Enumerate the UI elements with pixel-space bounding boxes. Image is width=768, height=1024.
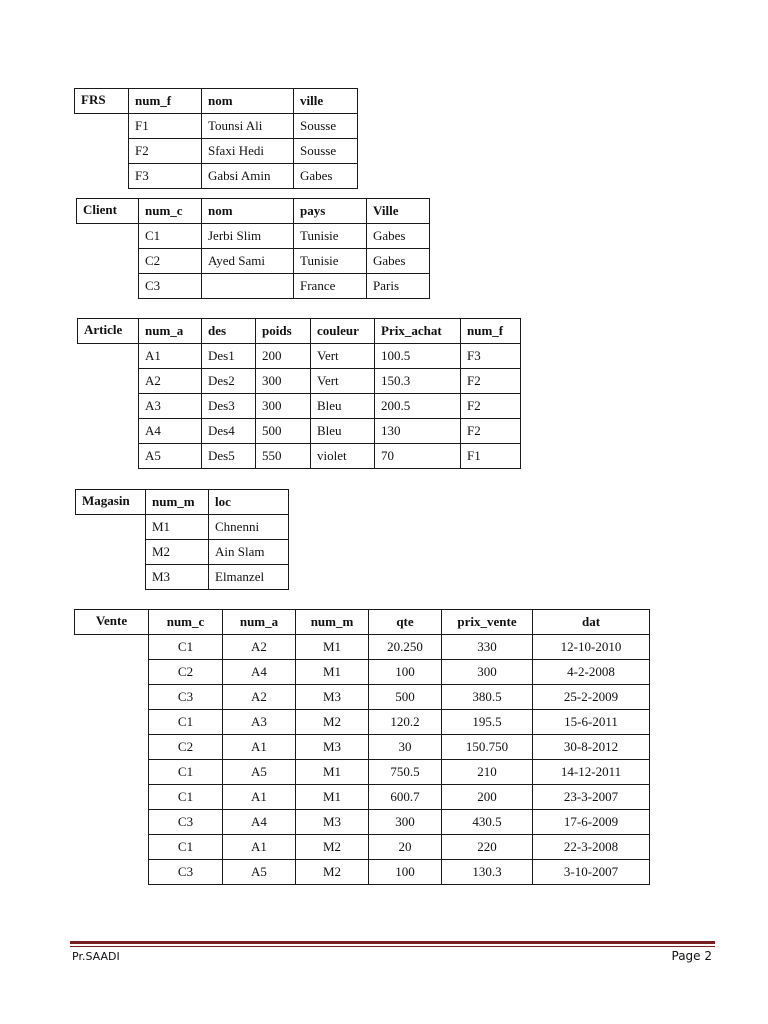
table-cell: A4 bbox=[223, 810, 296, 835]
client-column-header: nom bbox=[202, 199, 294, 224]
table-cell: 220 bbox=[442, 835, 533, 860]
article-column-header: couleur bbox=[311, 319, 375, 344]
footer-rule-thin bbox=[70, 946, 715, 947]
empty-cell bbox=[75, 760, 149, 785]
table-cell: Ayed Sami bbox=[202, 249, 294, 274]
table-cell: 30 bbox=[369, 735, 442, 760]
table-cell: F3 bbox=[129, 164, 202, 189]
table-row bbox=[75, 685, 650, 710]
table-cell: Gabes bbox=[294, 164, 358, 189]
table-cell: 200 bbox=[442, 785, 533, 810]
table-row bbox=[77, 249, 430, 274]
empty-cell bbox=[78, 444, 139, 469]
table-cell: A1 bbox=[139, 344, 202, 369]
table-cell: 25-2-2009 bbox=[533, 685, 650, 710]
empty-cell bbox=[77, 224, 139, 249]
table-cell: 20 bbox=[369, 835, 442, 860]
table-row bbox=[75, 835, 650, 860]
table-row bbox=[75, 139, 358, 164]
empty-cell bbox=[75, 685, 149, 710]
table-cell: C3 bbox=[149, 810, 223, 835]
table-cell: F1 bbox=[129, 114, 202, 139]
table-cell: 150.750 bbox=[442, 735, 533, 760]
table-cell: C2 bbox=[149, 735, 223, 760]
table-cell: C1 bbox=[139, 224, 202, 249]
vente-column-header: num_c bbox=[149, 610, 223, 635]
table-cell: A2 bbox=[139, 369, 202, 394]
table-cell: Vert bbox=[311, 344, 375, 369]
table-cell: 750.5 bbox=[369, 760, 442, 785]
table-cell: 130 bbox=[375, 419, 461, 444]
table-cell: M1 bbox=[146, 515, 209, 540]
table-cell: C3 bbox=[149, 685, 223, 710]
table-cell: A2 bbox=[223, 635, 296, 660]
frs-header-row bbox=[75, 89, 358, 114]
table-cell: M2 bbox=[146, 540, 209, 565]
footer-rule-thick bbox=[70, 941, 715, 944]
empty-cell bbox=[75, 139, 129, 164]
empty-cell bbox=[75, 735, 149, 760]
table-cell: A4 bbox=[139, 419, 202, 444]
table-cell: 120.2 bbox=[369, 710, 442, 735]
table-cell: 4-2-2008 bbox=[533, 660, 650, 685]
table-cell: 210 bbox=[442, 760, 533, 785]
table-row bbox=[78, 419, 521, 444]
table-row bbox=[78, 344, 521, 369]
table-cell: F2 bbox=[129, 139, 202, 164]
magasin-relation-name: Magasin bbox=[76, 490, 146, 515]
article-column-header: num_f bbox=[461, 319, 521, 344]
table-cell: 330 bbox=[442, 635, 533, 660]
article-column-header: poids bbox=[256, 319, 311, 344]
table-cell: Tounsi Ali bbox=[202, 114, 294, 139]
empty-cell bbox=[75, 835, 149, 860]
table-cell: A4 bbox=[223, 660, 296, 685]
table-cell: C1 bbox=[149, 835, 223, 860]
client-column-header: Ville bbox=[367, 199, 430, 224]
table-cell: 500 bbox=[256, 419, 311, 444]
table-cell: 550 bbox=[256, 444, 311, 469]
table-cell: M3 bbox=[146, 565, 209, 590]
table-row bbox=[77, 224, 430, 249]
table-row bbox=[75, 114, 358, 139]
table-cell: Sousse bbox=[294, 114, 358, 139]
table-cell: Elmanzel bbox=[209, 565, 289, 590]
empty-cell bbox=[76, 515, 146, 540]
empty-cell bbox=[77, 249, 139, 274]
article-column-header: des bbox=[202, 319, 256, 344]
table-cell: 12-10-2010 bbox=[533, 635, 650, 660]
table-cell: 20.250 bbox=[369, 635, 442, 660]
empty-cell bbox=[75, 635, 149, 660]
table-cell: 100 bbox=[369, 860, 442, 885]
vente-column-header: prix_vente bbox=[442, 610, 533, 635]
table-cell: M1 bbox=[296, 760, 369, 785]
table-cell: F2 bbox=[461, 394, 521, 419]
table-cell: M3 bbox=[296, 735, 369, 760]
table-cell: F2 bbox=[461, 369, 521, 394]
footer-page-number: Page 2 bbox=[671, 949, 712, 963]
frs-column-header: nom bbox=[202, 89, 294, 114]
empty-cell bbox=[75, 710, 149, 735]
table-cell: Des4 bbox=[202, 419, 256, 444]
table-cell: Ain Slam bbox=[209, 540, 289, 565]
frs-relation-name: FRS bbox=[75, 89, 129, 114]
empty-cell bbox=[78, 369, 139, 394]
table-cell: 14-12-2011 bbox=[533, 760, 650, 785]
table-cell: 100 bbox=[369, 660, 442, 685]
magasin-table bbox=[75, 489, 289, 590]
table-cell: C3 bbox=[139, 274, 202, 299]
table-cell: F3 bbox=[461, 344, 521, 369]
empty-cell bbox=[75, 810, 149, 835]
table-cell: A3 bbox=[223, 710, 296, 735]
table-cell: M3 bbox=[296, 685, 369, 710]
table-cell: C1 bbox=[149, 635, 223, 660]
table-cell: Vert bbox=[311, 369, 375, 394]
client-column-header: num_c bbox=[139, 199, 202, 224]
table-cell: France bbox=[294, 274, 367, 299]
table-row bbox=[78, 369, 521, 394]
table-cell: F2 bbox=[461, 419, 521, 444]
client-relation-name: Client bbox=[77, 199, 139, 224]
client-table bbox=[76, 198, 430, 299]
empty-cell bbox=[77, 274, 139, 299]
table-cell: Gabsi Amin bbox=[202, 164, 294, 189]
table-cell: 500 bbox=[369, 685, 442, 710]
table-cell: Chnenni bbox=[209, 515, 289, 540]
table-row bbox=[75, 735, 650, 760]
table-cell: A5 bbox=[223, 760, 296, 785]
table-cell: A1 bbox=[223, 835, 296, 860]
table-cell: violet bbox=[311, 444, 375, 469]
empty-cell bbox=[75, 660, 149, 685]
table-cell: 23-3-2007 bbox=[533, 785, 650, 810]
footer-author: Pr.SAADI bbox=[72, 950, 120, 963]
table-row bbox=[75, 810, 650, 835]
table-cell: C2 bbox=[139, 249, 202, 274]
magasin-header-row bbox=[76, 490, 289, 515]
magasin-column-header: num_m bbox=[146, 490, 209, 515]
table-cell: C1 bbox=[149, 760, 223, 785]
table-row bbox=[77, 274, 430, 299]
table-cell: M1 bbox=[296, 785, 369, 810]
table-row bbox=[75, 860, 650, 885]
table-cell: 300 bbox=[256, 394, 311, 419]
table-cell: 3-10-2007 bbox=[533, 860, 650, 885]
table-cell: M1 bbox=[296, 635, 369, 660]
table-cell: Bleu bbox=[311, 419, 375, 444]
table-cell: 17-6-2009 bbox=[533, 810, 650, 835]
vente-column-header: num_m bbox=[296, 610, 369, 635]
empty-cell bbox=[78, 344, 139, 369]
vente-relation-name: Vente bbox=[75, 610, 149, 635]
table-cell: C1 bbox=[149, 785, 223, 810]
client-column-header: pays bbox=[294, 199, 367, 224]
magasin-column-header: loc bbox=[209, 490, 289, 515]
table-cell: 130.3 bbox=[442, 860, 533, 885]
table-cell: M1 bbox=[296, 660, 369, 685]
table-cell: M2 bbox=[296, 835, 369, 860]
table-cell: Sousse bbox=[294, 139, 358, 164]
table-row bbox=[75, 710, 650, 735]
empty-cell bbox=[78, 419, 139, 444]
table-cell: Bleu bbox=[311, 394, 375, 419]
table-cell: 150.3 bbox=[375, 369, 461, 394]
table-row bbox=[75, 660, 650, 685]
frs-column-header: num_f bbox=[129, 89, 202, 114]
table-row bbox=[75, 785, 650, 810]
table-cell: M2 bbox=[296, 710, 369, 735]
vente-column-header: qte bbox=[369, 610, 442, 635]
table-cell: Tunisie bbox=[294, 249, 367, 274]
table-row bbox=[78, 444, 521, 469]
table-cell: 100.5 bbox=[375, 344, 461, 369]
table-row bbox=[76, 515, 289, 540]
table-cell: A2 bbox=[223, 685, 296, 710]
table-cell: C1 bbox=[149, 710, 223, 735]
magasin-table-body bbox=[76, 490, 289, 590]
vente-header-row bbox=[75, 610, 650, 635]
table-cell: A5 bbox=[139, 444, 202, 469]
frs-table bbox=[74, 88, 358, 189]
empty-cell bbox=[75, 164, 129, 189]
table-cell bbox=[202, 274, 294, 299]
table-row bbox=[76, 565, 289, 590]
table-cell: Sfaxi Hedi bbox=[202, 139, 294, 164]
article-relation-name: Article bbox=[78, 319, 139, 344]
table-row bbox=[75, 760, 650, 785]
table-cell: A1 bbox=[223, 735, 296, 760]
article-column-header: num_a bbox=[139, 319, 202, 344]
empty-cell bbox=[78, 394, 139, 419]
table-cell: C2 bbox=[149, 660, 223, 685]
empty-cell bbox=[75, 785, 149, 810]
table-cell: 22-3-2008 bbox=[533, 835, 650, 860]
vente-column-header: num_a bbox=[223, 610, 296, 635]
vente-table-body bbox=[75, 610, 650, 885]
article-table bbox=[77, 318, 521, 469]
table-cell: Gabes bbox=[367, 224, 430, 249]
table-cell: Des3 bbox=[202, 394, 256, 419]
table-cell: M3 bbox=[296, 810, 369, 835]
vente-column-header: dat bbox=[533, 610, 650, 635]
table-cell: Des2 bbox=[202, 369, 256, 394]
empty-cell bbox=[76, 565, 146, 590]
table-cell: 70 bbox=[375, 444, 461, 469]
table-row bbox=[75, 164, 358, 189]
empty-cell bbox=[75, 114, 129, 139]
table-cell: Des1 bbox=[202, 344, 256, 369]
client-table-body bbox=[77, 199, 430, 299]
table-cell: A1 bbox=[223, 785, 296, 810]
empty-cell bbox=[75, 860, 149, 885]
table-cell: 380.5 bbox=[442, 685, 533, 710]
table-cell: Gabes bbox=[367, 249, 430, 274]
table-cell: 600.7 bbox=[369, 785, 442, 810]
article-header-row bbox=[78, 319, 521, 344]
table-cell: 200 bbox=[256, 344, 311, 369]
empty-cell bbox=[76, 540, 146, 565]
table-cell: A3 bbox=[139, 394, 202, 419]
article-column-header: Prix_achat bbox=[375, 319, 461, 344]
table-cell: 30-8-2012 bbox=[533, 735, 650, 760]
table-cell: 300 bbox=[256, 369, 311, 394]
table-row bbox=[75, 635, 650, 660]
table-cell: 200.5 bbox=[375, 394, 461, 419]
frs-table-body bbox=[75, 89, 358, 189]
article-table-body bbox=[78, 319, 521, 469]
table-cell: A5 bbox=[223, 860, 296, 885]
client-header-row bbox=[77, 199, 430, 224]
table-cell: F1 bbox=[461, 444, 521, 469]
table-row bbox=[78, 394, 521, 419]
table-cell: 430.5 bbox=[442, 810, 533, 835]
frs-column-header: ville bbox=[294, 89, 358, 114]
table-cell: 15-6-2011 bbox=[533, 710, 650, 735]
table-cell: C3 bbox=[149, 860, 223, 885]
table-cell: 195.5 bbox=[442, 710, 533, 735]
table-row bbox=[76, 540, 289, 565]
table-cell: Paris bbox=[367, 274, 430, 299]
table-cell: Des5 bbox=[202, 444, 256, 469]
table-cell: 300 bbox=[369, 810, 442, 835]
table-cell: M2 bbox=[296, 860, 369, 885]
table-cell: Jerbi Slim bbox=[202, 224, 294, 249]
table-cell: Tunisie bbox=[294, 224, 367, 249]
vente-table bbox=[74, 609, 650, 885]
table-cell: 300 bbox=[442, 660, 533, 685]
